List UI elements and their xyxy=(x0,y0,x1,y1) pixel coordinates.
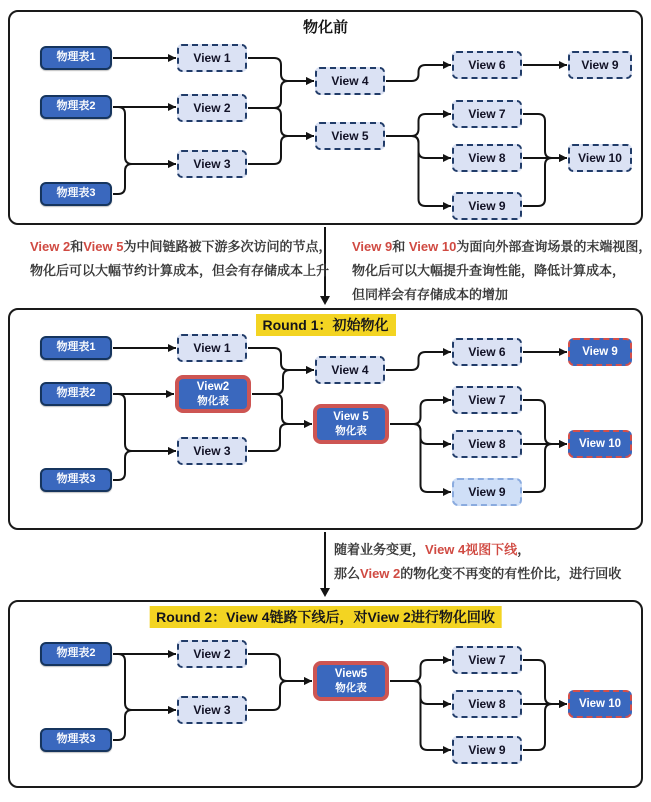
edge-v5m-to-v9 xyxy=(390,681,451,750)
node-before-v9b xyxy=(452,192,522,220)
annotation-text: 那么 xyxy=(334,566,361,581)
node-round2-v7 xyxy=(452,646,522,674)
edge-v5-to-v9b xyxy=(386,136,451,206)
node-label: 物理表2 xyxy=(56,100,96,113)
annotation-line xyxy=(352,259,651,283)
annotation-highlight-text: View 2 xyxy=(30,239,71,254)
annotation-line xyxy=(30,259,332,283)
node-label: View 10 xyxy=(578,150,622,165)
node-label: View 4 xyxy=(331,73,369,88)
node-sublabel: 物化表 xyxy=(335,681,367,694)
edge-v2-to-v5 xyxy=(248,108,314,136)
node-before-v5 xyxy=(315,122,385,150)
node-sublabel: 物化表 xyxy=(197,394,229,407)
node-label: View 6 xyxy=(468,57,506,72)
edge-t2-to-v3 xyxy=(113,394,176,451)
annotation-text: 的物化变不再变的有性价比，进行回收 xyxy=(400,566,622,581)
annotation-highlight-text: View 10 xyxy=(408,239,457,254)
edge-v3-to-v5 xyxy=(248,136,314,164)
node-label: 物理表2 xyxy=(56,647,96,660)
node-before-t3 xyxy=(40,182,112,206)
node-round1-v1 xyxy=(177,334,247,362)
node-label: View 9 xyxy=(581,57,619,72)
node-before-t2 xyxy=(40,95,112,119)
annotation-line xyxy=(30,235,332,259)
node-round1-v8 xyxy=(452,430,522,458)
annotation-highlight-text: View 2 xyxy=(360,566,401,581)
node-label: 物理表2 xyxy=(56,387,96,400)
node-before-v6 xyxy=(452,51,522,79)
edge-v3-to-v5m xyxy=(248,681,312,710)
edge-v5m-to-v7 xyxy=(390,660,451,681)
node-label: View 2 xyxy=(193,646,231,661)
node-round1-v2m xyxy=(175,375,251,413)
edge-t3-to-v3 xyxy=(113,164,176,194)
node-round2-v5m xyxy=(313,661,389,701)
edge-v2-to-v4 xyxy=(248,81,314,108)
node-label: View 5 xyxy=(333,411,369,424)
node-round1-t2 xyxy=(40,382,112,406)
edge-v7-to-v10 xyxy=(523,114,567,158)
node-round1-v9b xyxy=(452,478,522,506)
node-round1-v4 xyxy=(315,356,385,384)
node-label: View 3 xyxy=(193,156,231,171)
annotation-text: 为中间链路被下游多次访问的节点， xyxy=(123,239,332,254)
node-label: View 9 xyxy=(582,345,618,358)
node-before-v1 xyxy=(177,44,247,72)
annotation-line xyxy=(334,538,621,562)
edge-t2-to-v3 xyxy=(113,654,176,710)
node-label: View 4 xyxy=(331,362,369,377)
node-label: View 7 xyxy=(468,106,506,121)
node-label: View 9 xyxy=(468,742,506,757)
node-label: 物理表1 xyxy=(56,341,96,354)
panel-title-round1: Round 1：初始物化 xyxy=(256,314,396,336)
annotation-text: 物化后可以大幅提升查询性能，降低计算成本， xyxy=(352,263,626,278)
node-round2-t2 xyxy=(40,642,112,666)
edge-v9b-to-v10 xyxy=(523,444,567,492)
node-before-v9t xyxy=(568,51,632,79)
node-label: 物理表3 xyxy=(56,473,96,486)
node-label: 物理表3 xyxy=(56,187,96,200)
node-round1-v5m xyxy=(313,404,389,444)
annotation-text: ， xyxy=(517,542,531,557)
panel-title-before: 物化前 xyxy=(302,19,349,36)
node-label: View 1 xyxy=(193,50,231,65)
node-label: 物理表3 xyxy=(56,733,96,746)
edge-t3-to-v3 xyxy=(113,710,176,740)
node-label: View 8 xyxy=(468,436,506,451)
node-round1-v3 xyxy=(177,437,247,465)
flow-arrow-down xyxy=(324,532,326,588)
edge-v4-to-v6 xyxy=(386,352,451,370)
node-before-v3 xyxy=(177,150,247,178)
edge-v9-to-v10 xyxy=(523,704,567,750)
annotation-text-block xyxy=(352,235,651,307)
panel-round1 xyxy=(8,308,643,530)
node-round1-v10 xyxy=(568,430,632,458)
node-label: View 10 xyxy=(579,697,621,710)
panel-round2 xyxy=(8,600,643,788)
node-round2-v9 xyxy=(452,736,522,764)
node-label: View 8 xyxy=(468,696,506,711)
node-label: View 10 xyxy=(579,437,621,450)
annotation-text-block xyxy=(334,538,621,586)
edge-v2-to-v5m xyxy=(248,654,312,681)
annotation-ann1 xyxy=(0,225,651,308)
annotation-text: 和 xyxy=(70,239,84,254)
edge-v9b-to-v10 xyxy=(523,158,567,206)
edge-v7-to-v10 xyxy=(523,400,567,444)
node-round2-v3 xyxy=(177,696,247,724)
edge-v5m-to-v9b xyxy=(390,424,451,492)
node-label: View5 xyxy=(334,668,368,681)
node-sublabel: 物化表 xyxy=(335,424,367,437)
node-before-v4 xyxy=(315,67,385,95)
node-label: View 7 xyxy=(468,652,506,667)
annotation-ann2 xyxy=(0,530,651,600)
node-round2-v10 xyxy=(568,690,632,718)
edge-v1-to-v4 xyxy=(248,348,314,370)
annotation-text: 和 xyxy=(392,239,409,254)
node-label: View 2 xyxy=(193,100,231,115)
edge-v7-to-v10 xyxy=(523,660,567,704)
node-before-v7 xyxy=(452,100,522,128)
node-round2-v8 xyxy=(452,690,522,718)
annotation-text: 但同样会有存储成本的增加 xyxy=(352,287,509,302)
annotation-text: 物化后可以大幅节约计算成本，但会有存储成本上升 xyxy=(30,263,330,278)
panel-title-round2: Round 2：View 4链路下线后，对View 2进行物化回收 xyxy=(149,606,502,628)
panel-before xyxy=(8,10,643,225)
node-round1-t1 xyxy=(40,336,112,360)
edge-v2m-to-v5m xyxy=(252,394,312,424)
edge-t2-to-v3 xyxy=(113,107,176,164)
edge-v2m-to-v4 xyxy=(252,370,314,394)
node-label: 物理表1 xyxy=(56,51,96,64)
node-round1-v9t xyxy=(568,338,632,366)
node-label: View2 xyxy=(196,381,230,394)
node-round2-v2 xyxy=(177,640,247,668)
annotation-line xyxy=(334,562,621,586)
node-label: View 9 xyxy=(468,198,506,213)
node-label: View 1 xyxy=(193,340,231,355)
annotation-text: 为面向外部查询场景的末端视图， xyxy=(456,239,651,254)
annotation-text: 随着业务变更， xyxy=(334,542,426,557)
edge-v3-to-v5m xyxy=(248,424,312,451)
node-before-v8 xyxy=(452,144,522,172)
edge-v1-to-v4 xyxy=(248,58,314,81)
node-round1-t3 xyxy=(40,468,112,492)
node-round2-t3 xyxy=(40,728,112,752)
annotation-text-block xyxy=(30,235,332,283)
annotation-highlight-text: View 9 xyxy=(352,239,393,254)
annotation-highlight-text: View 4视图下线 xyxy=(425,542,518,557)
node-before-v2 xyxy=(177,94,247,122)
node-label: View 3 xyxy=(193,443,231,458)
node-before-t1 xyxy=(40,46,112,70)
node-before-v10 xyxy=(568,144,632,172)
edge-v5m-to-v7 xyxy=(390,400,451,424)
annotation-highlight-text: View 5 xyxy=(83,239,124,254)
node-label: View 3 xyxy=(193,702,231,717)
annotation-line xyxy=(352,235,651,259)
node-round1-v6 xyxy=(452,338,522,366)
edge-t3-to-v3 xyxy=(113,451,176,480)
node-label: View 6 xyxy=(468,344,506,359)
edge-v4-to-v6 xyxy=(386,65,451,81)
node-round1-v7 xyxy=(452,386,522,414)
edge-v5-to-v7 xyxy=(386,114,451,136)
annotation-line xyxy=(352,283,651,307)
node-label: View 7 xyxy=(468,392,506,407)
node-label: View 8 xyxy=(468,150,506,165)
node-label: View 9 xyxy=(468,484,506,499)
node-label: View 5 xyxy=(331,128,369,143)
